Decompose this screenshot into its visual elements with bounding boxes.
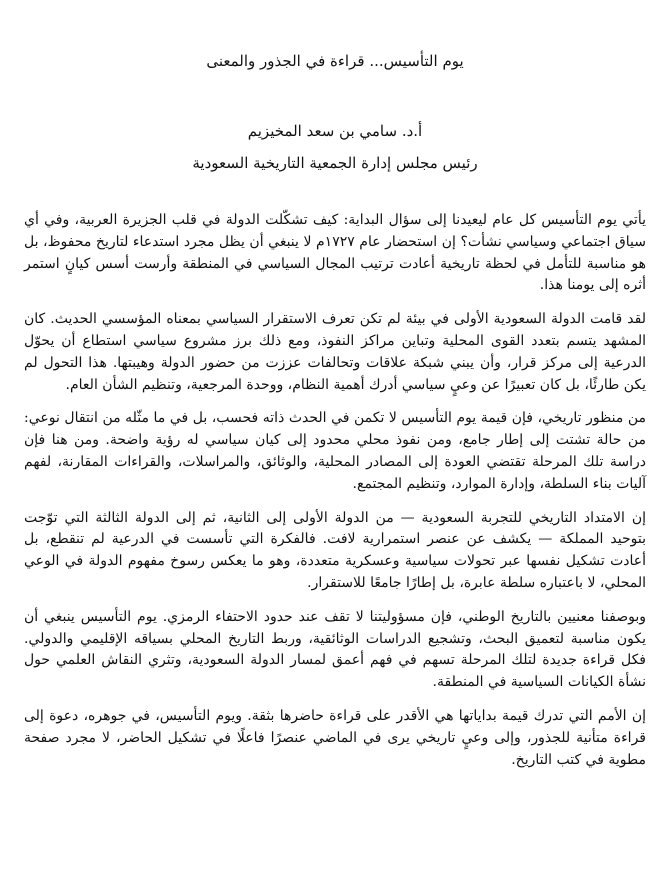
article-body	[24, 210, 646, 771]
paragraph-1: يأتي يوم التأسيس كل عام ليعيدنا إلى سؤال البداية: كيف تشكّلت الدولة في قلب الجزيرة العربية، وفي أي سياق اجتماعي وسياسي نشأت؟ إن استحضار عام ١٧٢٧م لا ينبغي أن يظل مجرد استدعاء لتاريخ محفوظ، بل هو مناسبة للتأمل في لحظة تاريخية أعادت ترتيب المجال السياسي في المنطقة وأرست أسس كيانٍ استمر أثره إلى يومنا هذا.	[24, 212, 646, 294]
paragraph-3: من منظور تاريخي، فإن قيمة يوم التأسيس لا تكمن في الحدث ذاته فحسب، بل في ما مثّله من انتقال نوعي: من حالة تشتت إلى إطار جامع، ومن نفوذ محلي محدود إلى كيان سياسي له رؤية واضحة. ومن هنا فإن دراسة تلك المرحلة تقتضي العودة إلى المصادر المحلية، والوثائق، والمراسلات، والقراءات المقارنة، لفهم آليات بناء السلطة، وإدارة الموارد، وتنظيم المجتمع.	[24, 410, 646, 492]
paragraph-2: لقد قامت الدولة السعودية الأولى في بيئة لم تكن تعرف الاستقرار السياسي بمعناه المؤسسي الحديث. كان المشهد يتسم بتعدد القوى المحلية وتباين مراكز النفوذ، ومع ذلك برز مشروع سياسي استطاع أن يحوّل الدرعية إلى مركز قرار، وأن يبني شبكة علاقات وتحالفات عززت من حضور الدولة وهيبتها. هذا التحول لم يكن طارئًا، بل كان تعبيرًا عن وعيٍ سياسي أدرك أهمية النظام، ووحدة المرجعية، وتنظيم الشأن العام.	[24, 311, 646, 393]
paragraph-4: إن الامتداد التاريخي للتجربة السعودية — من الدولة الأولى إلى الثانية، ثم إلى الدولة الثالثة التي توّجت بتوحيد المملكة — يكشف عن عنصر استمرارية لافت. فالفكرة التي تأسست في الدرعية لم تنقطع، بل أعادت تشكيل نفسها عبر تحولات سياسية وعسكرية متعددة، وهو ما يعكس رسوخ مفهوم الدولة في الوعي المحلي، لا باعتباره سلطة عابرة، بل إطارًا جامعًا للاستقرار.	[24, 509, 646, 591]
paragraph-6: إن الأمم التي تدرك قيمة بداياتها هي الأقدر على قراءة حاضرها بثقة. ويوم التأسيس، في جوهره، دعوة إلى قراءة متأنية للجذور، وإلى وعيٍ تاريخي يرى في الماضي عنصرًا فاعلًا في تشكيل الحاضر، لا مجرد صفحة مطوية في كتب التاريخ.	[24, 707, 646, 768]
page-title: يوم التأسيس... قراءة في الجذور والمعنى	[206, 52, 464, 70]
author-role: رئيس مجلس إدارة الجمعية التاريخية السعودية	[192, 154, 478, 172]
paragraph-5: وبوصفنا معنيين بالتاريخ الوطني، فإن مسؤوليتنا لا تقف عند حدود الاحتفاء الرمزي. يوم التأسيس ينبغي أن يكون مناسبة لتعميق البحث، وتشجيع الدراسات الوثائقية، وربط التاريخ المحلي بسياقه الإقليمي والدولي. فكل قراءة جديدة لتلك المرحلة تسهم في فهم أعمق لمسار الدولة السعودية، وتثري النقاش العلمي حول نشأة الكيانات السياسية في المنطقة.	[24, 608, 646, 691]
author-name: أ.د. سامي بن سعد المخيزيم	[247, 122, 423, 140]
